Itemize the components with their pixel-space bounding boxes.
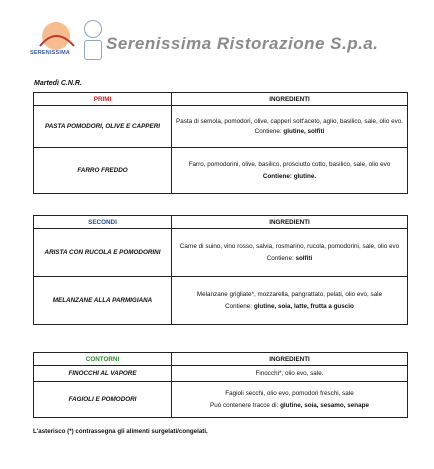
dish-name: MELANZANE ALLA PARMIGIANA bbox=[34, 277, 172, 325]
ingredients-cell bbox=[172, 277, 408, 325]
ingredients-text: Fagioli secchi, olio evo, pomodori freschi, sale bbox=[225, 389, 354, 397]
dish-name: FAGIOLI E POMODORI bbox=[34, 382, 172, 418]
table-row bbox=[34, 106, 408, 148]
ingredients-cell bbox=[172, 366, 408, 382]
ingredients-header: INGREDIENTI bbox=[172, 216, 408, 229]
table-header-row bbox=[34, 216, 408, 229]
contains-label: Contiene: bbox=[225, 303, 254, 310]
date-line: Martedì C.N.R. bbox=[34, 80, 82, 87]
ingredients-cell bbox=[172, 382, 408, 418]
dish-name: FINOCCHI AL VAPORE bbox=[34, 366, 172, 382]
contains-label: Contiene: bbox=[262, 173, 294, 180]
company-name: Serenissima Ristorazione S.p.a. bbox=[106, 34, 379, 53]
allergens: solfiti bbox=[295, 255, 313, 262]
dish-name: FARRO FREDDO bbox=[34, 148, 172, 194]
table-secondi bbox=[33, 215, 408, 325]
ingredients-text: Pasta di semola, pomodori, olive, capperi sott'aceto, aglio, basilico, sale, olio evo. bbox=[176, 118, 403, 126]
contains-label: Contiene: bbox=[266, 255, 296, 262]
ingredients-header: INGREDIENTI bbox=[172, 93, 408, 106]
ingredients-cell bbox=[172, 106, 408, 148]
footer-note: L'asterisco (*) contrassegna gli alimenti surgelati/congelati. bbox=[33, 428, 208, 435]
allergens: glutine, solfiti bbox=[283, 127, 325, 135]
ingredients-text: Finocchi*, olio evo, sale. bbox=[255, 369, 324, 377]
table-row bbox=[34, 366, 408, 382]
ingredients-header: INGREDIENTI bbox=[172, 353, 408, 366]
contains-label: Può contenere tracce di: bbox=[210, 402, 281, 409]
dish-name: PASTA POMODORI, OLIVE E CAPPERI bbox=[34, 106, 172, 148]
ingredients-cell bbox=[172, 229, 408, 277]
header bbox=[30, 16, 430, 72]
ingredients-text: Carne di suino, vino rosso, salvia, rosmarino, rucola, pomodorini, sale, olio evo bbox=[179, 242, 400, 250]
category-primi: PRIMI bbox=[34, 93, 172, 106]
table-primi bbox=[33, 92, 408, 194]
table-contorni bbox=[33, 352, 408, 418]
table-header-row bbox=[34, 353, 408, 366]
ingredients-cell bbox=[172, 148, 408, 194]
ingredients-text: Farro, pomodorini, olive, basilico, prosciutto cotto, basilico, sale, olio evo bbox=[188, 160, 391, 168]
category-secondi: SECONDI bbox=[34, 216, 172, 229]
dish-name: ARISTA CON RUCOLA E POMODORINI bbox=[34, 229, 172, 277]
category-contorni: CONTORNI bbox=[34, 353, 172, 366]
contains-label: Contiene: bbox=[254, 127, 284, 135]
table-header-row bbox=[34, 93, 408, 106]
table-row bbox=[34, 382, 408, 418]
logo-text: SERENISSIMA bbox=[30, 50, 71, 56]
table-row bbox=[34, 148, 408, 194]
table-row bbox=[34, 277, 408, 325]
allergens: glutine. bbox=[293, 173, 317, 180]
allergens: glutine, soia, sesamo, senape bbox=[280, 402, 369, 409]
certification-seal-icon bbox=[84, 20, 102, 38]
table-row bbox=[34, 229, 408, 277]
allergens: glutine, soia, latte, frutta a guscio bbox=[253, 303, 354, 310]
ingredients-text: Melanzane grigliate*, mozzarella, pangrattato, pelati, olio evo, sale bbox=[196, 290, 383, 298]
certification-badge-icon bbox=[84, 40, 102, 60]
company-logo bbox=[30, 16, 100, 68]
